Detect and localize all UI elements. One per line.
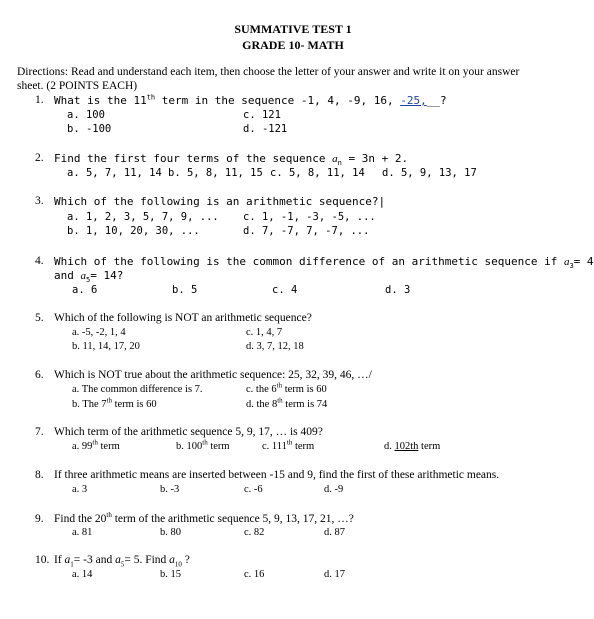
- q2-choice-d: d. 5, 9, 13, 17: [382, 167, 477, 179]
- q6-number: 6.: [35, 369, 44, 381]
- q9-choice-c: c. 82: [244, 527, 265, 538]
- q4-choice-a: a. 6: [72, 284, 98, 296]
- q1-choice-c: c. 121: [243, 109, 281, 121]
- q4-question-line-2: and $a_5= 14$?: [54, 269, 124, 285]
- directions-line-1: Directions: Read and understand each item, then choose the letter of your answer and write it on your answer: [17, 66, 520, 78]
- q4-choice-b: b. 5: [172, 284, 198, 296]
- q5-choice-d: d. 3, 7, 12, 18: [246, 341, 304, 352]
- q1-choice-d: d. -121: [243, 123, 288, 135]
- test-subtitle: GRADE 10- MATH: [242, 38, 344, 52]
- q10-choice-c: c. 16: [244, 569, 265, 580]
- q9-number: 9.: [35, 513, 44, 525]
- q7-number: 7.: [35, 426, 44, 438]
- q1-blank: -25,: [400, 94, 427, 107]
- q3-question: Which of the following is an arithmetic sequence?|: [54, 195, 386, 208]
- q8-choice-a: a. 3: [72, 484, 88, 495]
- q7-choice-a: a. 99th term: [72, 438, 120, 452]
- q2-choice-c: c. 5, 8, 11, 14: [270, 167, 365, 179]
- q6-choice-c: c. the 6th term is 60: [246, 381, 327, 395]
- q7-choice-d: d. 102th term: [384, 441, 441, 452]
- q3-choice-a: a. 1, 2, 3, 5, 7, 9, ...: [67, 211, 219, 223]
- directions-line-2: sheet. (2 POINTS EACH): [17, 80, 138, 92]
- q4-choice-c: c. 4: [272, 284, 298, 296]
- q8-choice-d: d. -9: [324, 484, 344, 495]
- q5-number: 5.: [35, 312, 44, 324]
- q9-choice-a: a. 81: [72, 527, 93, 538]
- q2-number: 2.: [35, 152, 44, 164]
- q5-choice-c: c. 1, 4, 7: [246, 327, 283, 338]
- q9-choice-b: b. 80: [160, 527, 181, 538]
- q2-choice-a: a. 5, 7, 11, 14: [67, 167, 162, 179]
- q1-choice-b: b. -100: [67, 123, 112, 135]
- q10-question: If $a_1= -3$ and $a_5= 5$. Find $a_{10}$ ?: [54, 554, 190, 569]
- test-title: SUMMATIVE TEST 1: [234, 22, 352, 36]
- q6-choice-d: d. the 8th term is 74: [246, 396, 328, 410]
- q4-question-line-1: Which of the following is the common difference of an arithmetic sequence if $a_3= 4$: [54, 255, 594, 271]
- q7-choice-b: b. 100th term: [176, 438, 230, 452]
- q1-question: What is the 11th term in the sequence -1, 4, -9, 16, -25,__?: [54, 93, 447, 107]
- q7-question: Which term of the arithmetic sequence 5, 9, 17, … is 409?: [54, 426, 323, 438]
- q3-choice-c: c. 1, -1, -3, -5, ...: [243, 211, 376, 223]
- q5-choice-b: b. 11, 14, 17, 20: [72, 341, 140, 352]
- q10-choice-a: a. 14: [72, 569, 93, 580]
- q4-number: 4.: [35, 255, 44, 267]
- q9-choice-d: d. 87: [324, 527, 345, 538]
- q1-number: 1.: [35, 94, 44, 106]
- q9-question: Find the 20th term of the arithmetic sequence 5, 9, 13, 17, 21, …?: [54, 511, 354, 525]
- q3-choice-b: b. 1, 10, 20, 30, ...: [67, 225, 200, 237]
- q6-choice-b: b. The 7th term is 60: [72, 396, 157, 410]
- q4-choice-d: d. 3: [385, 284, 411, 296]
- q10-number: 10.: [35, 554, 50, 566]
- q8-question: If three arithmetic means are inserted between -15 and 9, find the first of these arithmetic means.: [54, 469, 500, 481]
- q7-choice-c: c. 111th term: [262, 438, 315, 452]
- q2-question: Find the first four terms of the sequence $a_n = 3n + 2$.: [54, 152, 409, 168]
- q6-choice-a: a. The common difference is 7.: [72, 384, 203, 395]
- q5-question: Which of the following is NOT an arithmetic sequence?: [54, 312, 312, 324]
- q10-choice-d: d. 17: [324, 569, 345, 580]
- q1-choice-a: a. 100: [67, 109, 105, 121]
- q3-number: 3.: [35, 195, 44, 207]
- q6-question: Which is NOT true about the arithmetic sequence: 25, 32, 39, 46, …/: [54, 369, 372, 381]
- q10-choice-b: b. 15: [160, 569, 181, 580]
- q2-choice-b: b. 5, 8, 11, 15: [168, 167, 263, 179]
- q8-choice-b: b. -3: [160, 484, 180, 495]
- q3-choice-d: d. 7, -7, 7, -7, ...: [243, 225, 370, 237]
- q8-number: 8.: [35, 469, 44, 481]
- q8-choice-c: c. -6: [244, 484, 263, 495]
- q5-choice-a: a. -5, -2, 1, 4: [72, 327, 126, 338]
